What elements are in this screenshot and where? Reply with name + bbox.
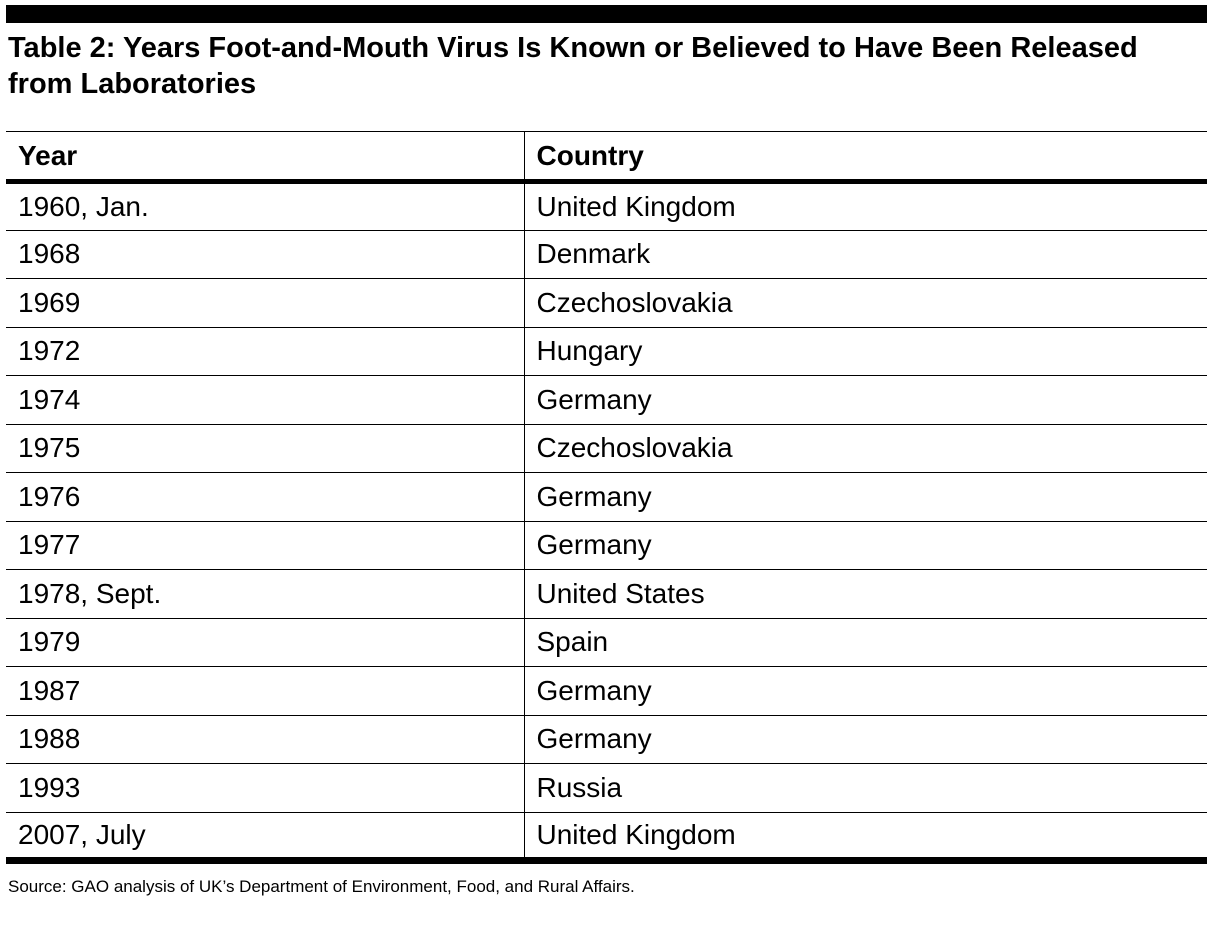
table-row <box>6 376 1207 425</box>
year-cell: 1979 <box>6 618 524 667</box>
year-cell: 2007, July <box>6 812 524 861</box>
table-row <box>6 230 1207 279</box>
year-cell: 1993 <box>6 764 524 813</box>
country-cell: Russia <box>524 764 1207 813</box>
table-row <box>6 521 1207 570</box>
table-body <box>6 182 1207 861</box>
country-cell: Germany <box>524 715 1207 764</box>
country-cell: Hungary <box>524 327 1207 376</box>
country-cell: Germany <box>524 667 1207 716</box>
country-cell: United States <box>524 570 1207 619</box>
header-row <box>6 132 1207 182</box>
country-header: Country <box>524 132 1207 182</box>
top-rule <box>6 5 1207 23</box>
year-cell: 1978, Sept. <box>6 570 524 619</box>
table-row <box>6 618 1207 667</box>
year-cell: 1968 <box>6 230 524 279</box>
table-row <box>6 279 1207 328</box>
year-cell: 1975 <box>6 424 524 473</box>
year-cell: 1988 <box>6 715 524 764</box>
country-cell: Denmark <box>524 230 1207 279</box>
country-cell: Germany <box>524 376 1207 425</box>
table-row <box>6 473 1207 522</box>
source-note: Source: GAO analysis of UK’s Department of Environment, Food, and Rural Affairs. <box>8 877 635 896</box>
table-row <box>6 667 1207 716</box>
country-cell: United Kingdom <box>524 182 1207 231</box>
table-row <box>6 812 1207 861</box>
table-row <box>6 424 1207 473</box>
country-cell: Germany <box>524 521 1207 570</box>
country-cell: United Kingdom <box>524 812 1207 861</box>
country-cell: Germany <box>524 473 1207 522</box>
country-cell: Czechoslovakia <box>524 424 1207 473</box>
data-table <box>6 131 1207 864</box>
year-header: Year <box>6 132 524 182</box>
year-cell: 1977 <box>6 521 524 570</box>
year-cell: 1987 <box>6 667 524 716</box>
country-cell: Czechoslovakia <box>524 279 1207 328</box>
table-row <box>6 327 1207 376</box>
year-cell: 1974 <box>6 376 524 425</box>
year-cell: 1972 <box>6 327 524 376</box>
table-title: Table 2: Years Foot-and-Mouth Virus Is Known or Believed to Have Been Released from Laboratories <box>8 32 1138 100</box>
table-row <box>6 182 1207 231</box>
year-cell: 1960, Jan. <box>6 182 524 231</box>
table-row <box>6 570 1207 619</box>
table-row <box>6 764 1207 813</box>
year-cell: 1976 <box>6 473 524 522</box>
year-cell: 1969 <box>6 279 524 328</box>
country-cell: Spain <box>524 618 1207 667</box>
table-row <box>6 715 1207 764</box>
